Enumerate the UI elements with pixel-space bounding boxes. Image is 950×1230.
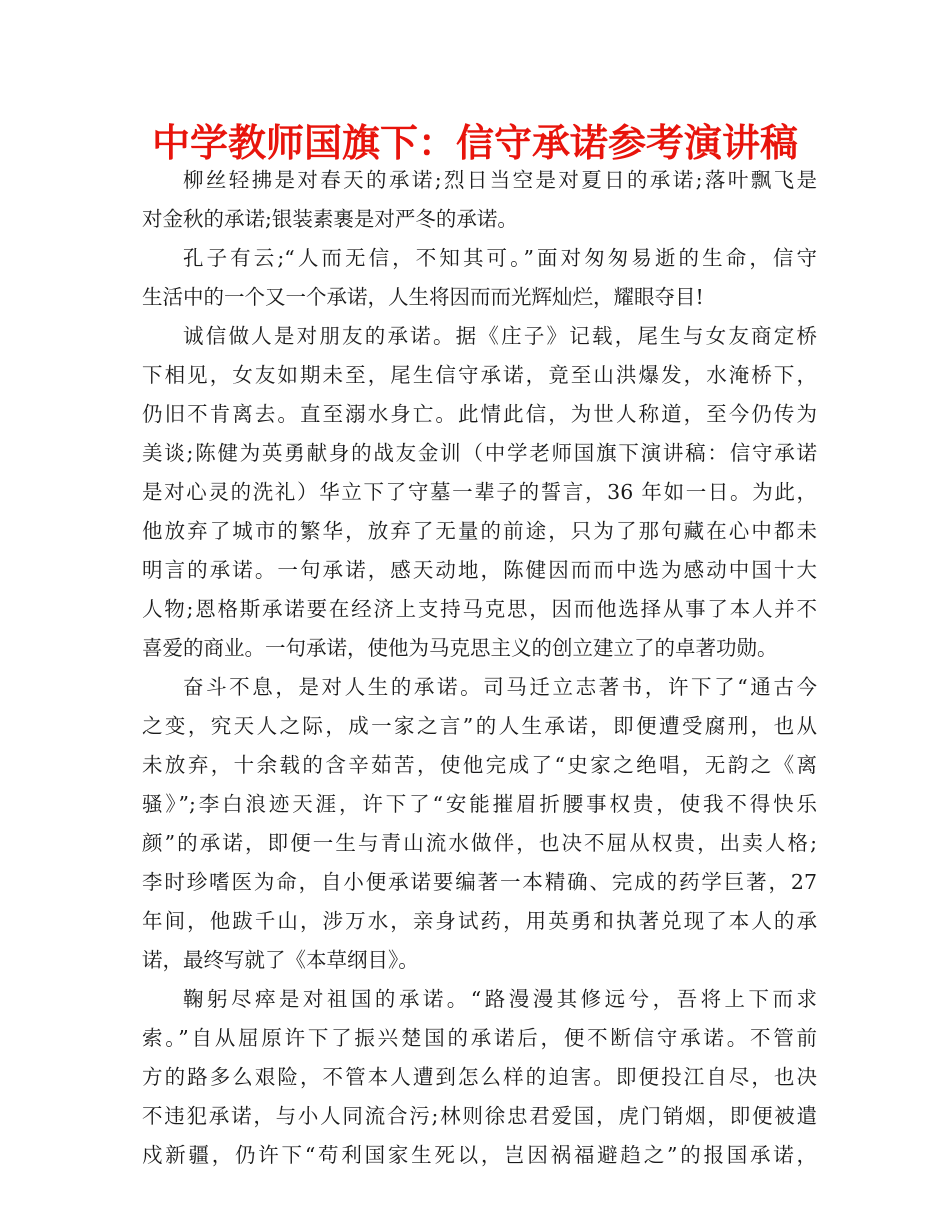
paragraph-3-line: 明言的承诺。一句承诺，感天动地，陈健因而而中选为感动中国十大 (142, 558, 817, 582)
paragraph-3-line: 下相见，女友如期未至，尾生信守承诺，竟至山洪爆发，水淹桥下， (142, 363, 817, 387)
paragraph-4-line: 骚》”;李白浪迹天涯，许下了“安能摧眉折腰事权贵，使我不得快乐 (142, 792, 817, 816)
paragraph-5-line: 方的路多么艰险，不管本人遭到怎么样的迫害。即便投江自尽，也决 (142, 1065, 817, 1089)
document-title: 中学教师国旗下：信守承诺参考演讲稿 (151, 121, 798, 165)
paragraph-3-line: 美谈;陈健为英勇献身的战友金训（中学老师国旗下演讲稿：信守承诺 (142, 441, 817, 465)
paragraph-4-line: 奋斗不息，是对人生的承诺。司马迁立志著书，许下了“通古今 (183, 675, 817, 699)
document-body (142, 161, 817, 1175)
paragraph-4-line: 年间，他跋千山，涉万水，亲身试药，用英勇和执著兑现了本人的承 (142, 909, 817, 933)
paragraph-4-line: 未放弃，十余载的含辛茹苦，使他完成了“史家之绝唱，无韵之《离 (142, 753, 817, 777)
paragraph-5-line: 戍新疆，仍许下“苟利国家生死以，岂因祸福避趋之”的报国承诺， (142, 1143, 817, 1167)
paragraph-4-line: 之变，究天人之际，成一家之言”的人生承诺，即便遭受腐刑，也从 (142, 714, 817, 738)
paragraph-3-line: 仍旧不肯离去。直至溺水身亡。此情此信，为世人称道，至今仍传为 (142, 402, 817, 426)
paragraph-1-line: 对金秋的承诺;银装素裹是对严冬的承诺。 (142, 207, 518, 231)
paragraph-2-line: 孔子有云;“人而无信，不知其可。”面对匆匆易逝的生命，信守 (183, 246, 817, 270)
paragraph-3-line: 人物;恩格斯承诺要在经济上支持马克思，因而他选择从事了本人并不 (142, 597, 817, 621)
paragraph-5-line: 鞠躬尽瘁是对祖国的承诺。“路漫漫其修远兮，吾将上下而求 (183, 987, 817, 1011)
paragraph-4-line: 颜”的承诺，即便一生与青山流水做伴，也决不屈从权贵，出卖人格; (142, 831, 817, 855)
paragraph-3-line: 他放弃了城市的繁华，放弃了无量的前途，只为了那句藏在心中都未 (142, 519, 817, 543)
paragraph-3-line: 喜爱的商业。一句承诺，使他为马克思主义的创立建立了的卓著功勋。 (142, 636, 778, 660)
paragraph-3-line: 是对心灵的洗礼）华立下了守墓一辈子的誓言，36 年如一日。为此， (142, 480, 817, 504)
paragraph-2-line: 生活中的一个又一个承诺，人生将因而而光辉灿烂，耀眼夺目! (142, 285, 704, 309)
paragraph-3-line: 诚信做人是对朋友的承诺。据《庄子》记载，尾生与女友商定桥 (183, 324, 817, 348)
paragraph-5-line: 不违犯承诺，与小人同流合污;林则徐忠君爱国，虎门销烟，即便被遣 (142, 1104, 817, 1128)
paragraph-1-line: 柳丝轻拂是对春天的承诺;烈日当空是对夏日的承诺;落叶飘飞是 (183, 168, 817, 192)
paragraph-4-line: 李时珍嗜医为命，自小便承诺要编著一本精确、完成的药学巨著，27 (142, 870, 817, 894)
paragraph-5-line: 索。”自从屈原许下了振兴楚国的承诺后，便不断信守承诺。不管前 (142, 1026, 817, 1050)
paragraph-4-line: 诺，最终写就了《本草纲目》。 (142, 948, 419, 972)
